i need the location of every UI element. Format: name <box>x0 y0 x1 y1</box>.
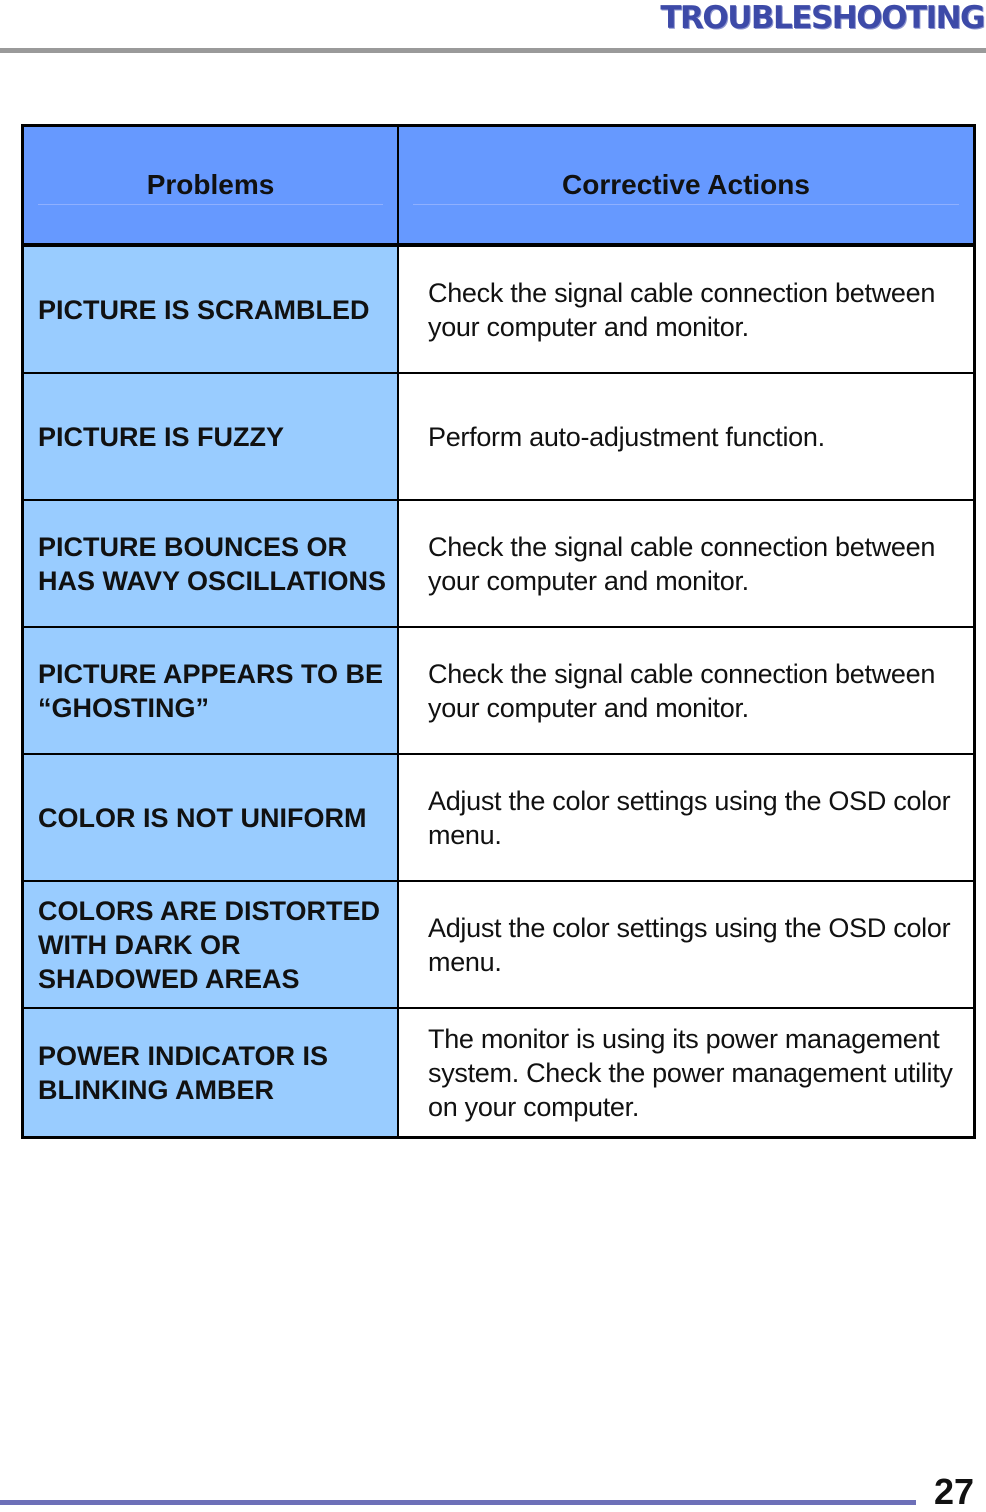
action-cell <box>399 1009 973 1136</box>
table-row <box>24 628 973 755</box>
action-cell <box>399 755 973 880</box>
action-cell <box>399 628 973 753</box>
column-header-problems <box>24 127 399 243</box>
action-cell <box>399 374 973 499</box>
header-underline <box>38 204 383 205</box>
problem-cell <box>24 882 399 1007</box>
problem-text: POWER INDICATOR IS BLINKING AMBER <box>38 1040 329 1105</box>
problem-text: PICTURE BOUNCES OR HAS WAVY OSCILLATIONS <box>38 531 387 596</box>
action-cell <box>399 501 973 626</box>
table-row <box>24 882 973 1009</box>
action-text: Check the signal cable connection between your computer and monitor. <box>428 531 936 596</box>
table-row <box>24 501 973 628</box>
action-cell <box>399 882 973 1007</box>
table-header-row <box>24 127 973 247</box>
action-text: Adjust the color settings using the OSD color menu. <box>428 912 951 977</box>
page-number: 27 <box>933 1471 974 1512</box>
problem-text: PICTURE APPEARS TO BE “GHOSTING” <box>38 658 384 723</box>
column-header-actions <box>399 127 973 243</box>
header-divider <box>0 48 986 53</box>
troubleshooting-table <box>21 124 976 1139</box>
problem-cell <box>24 247 399 372</box>
problem-cell <box>24 628 399 753</box>
table-row <box>24 755 973 882</box>
action-cell <box>399 247 973 372</box>
header-underline <box>413 204 959 205</box>
problem-cell <box>24 501 399 626</box>
action-text: Check the signal cable connection between your computer and monitor. <box>428 277 936 342</box>
table-row <box>24 374 973 501</box>
problem-cell <box>24 755 399 880</box>
problem-cell <box>24 1009 399 1136</box>
table-row <box>24 247 973 374</box>
action-text: Perform auto-adjustment function. <box>428 421 825 452</box>
action-text: Check the signal cable connection between your computer and monitor. <box>428 658 936 723</box>
problem-text: PICTURE IS FUZZY <box>38 421 285 452</box>
section-title: TROUBLESHOOTING <box>660 0 984 36</box>
action-text: Adjust the color settings using the OSD color menu. <box>428 785 951 850</box>
problem-text: COLORS ARE DISTORTED WITH DARK OR SHADOWED AREAS <box>38 895 381 994</box>
problem-text: COLOR IS NOT UNIFORM <box>38 802 367 833</box>
action-text: The monitor is using its power management system. Check the power management utility on your computer. <box>428 1023 953 1122</box>
table-row <box>24 1009 973 1136</box>
problem-cell <box>24 374 399 499</box>
footer-divider <box>0 1500 916 1505</box>
column-header-actions-label: Corrective Actions <box>562 169 810 200</box>
column-header-problems-label: Problems <box>146 169 275 200</box>
problem-text: PICTURE IS SCRAMBLED <box>38 294 370 325</box>
